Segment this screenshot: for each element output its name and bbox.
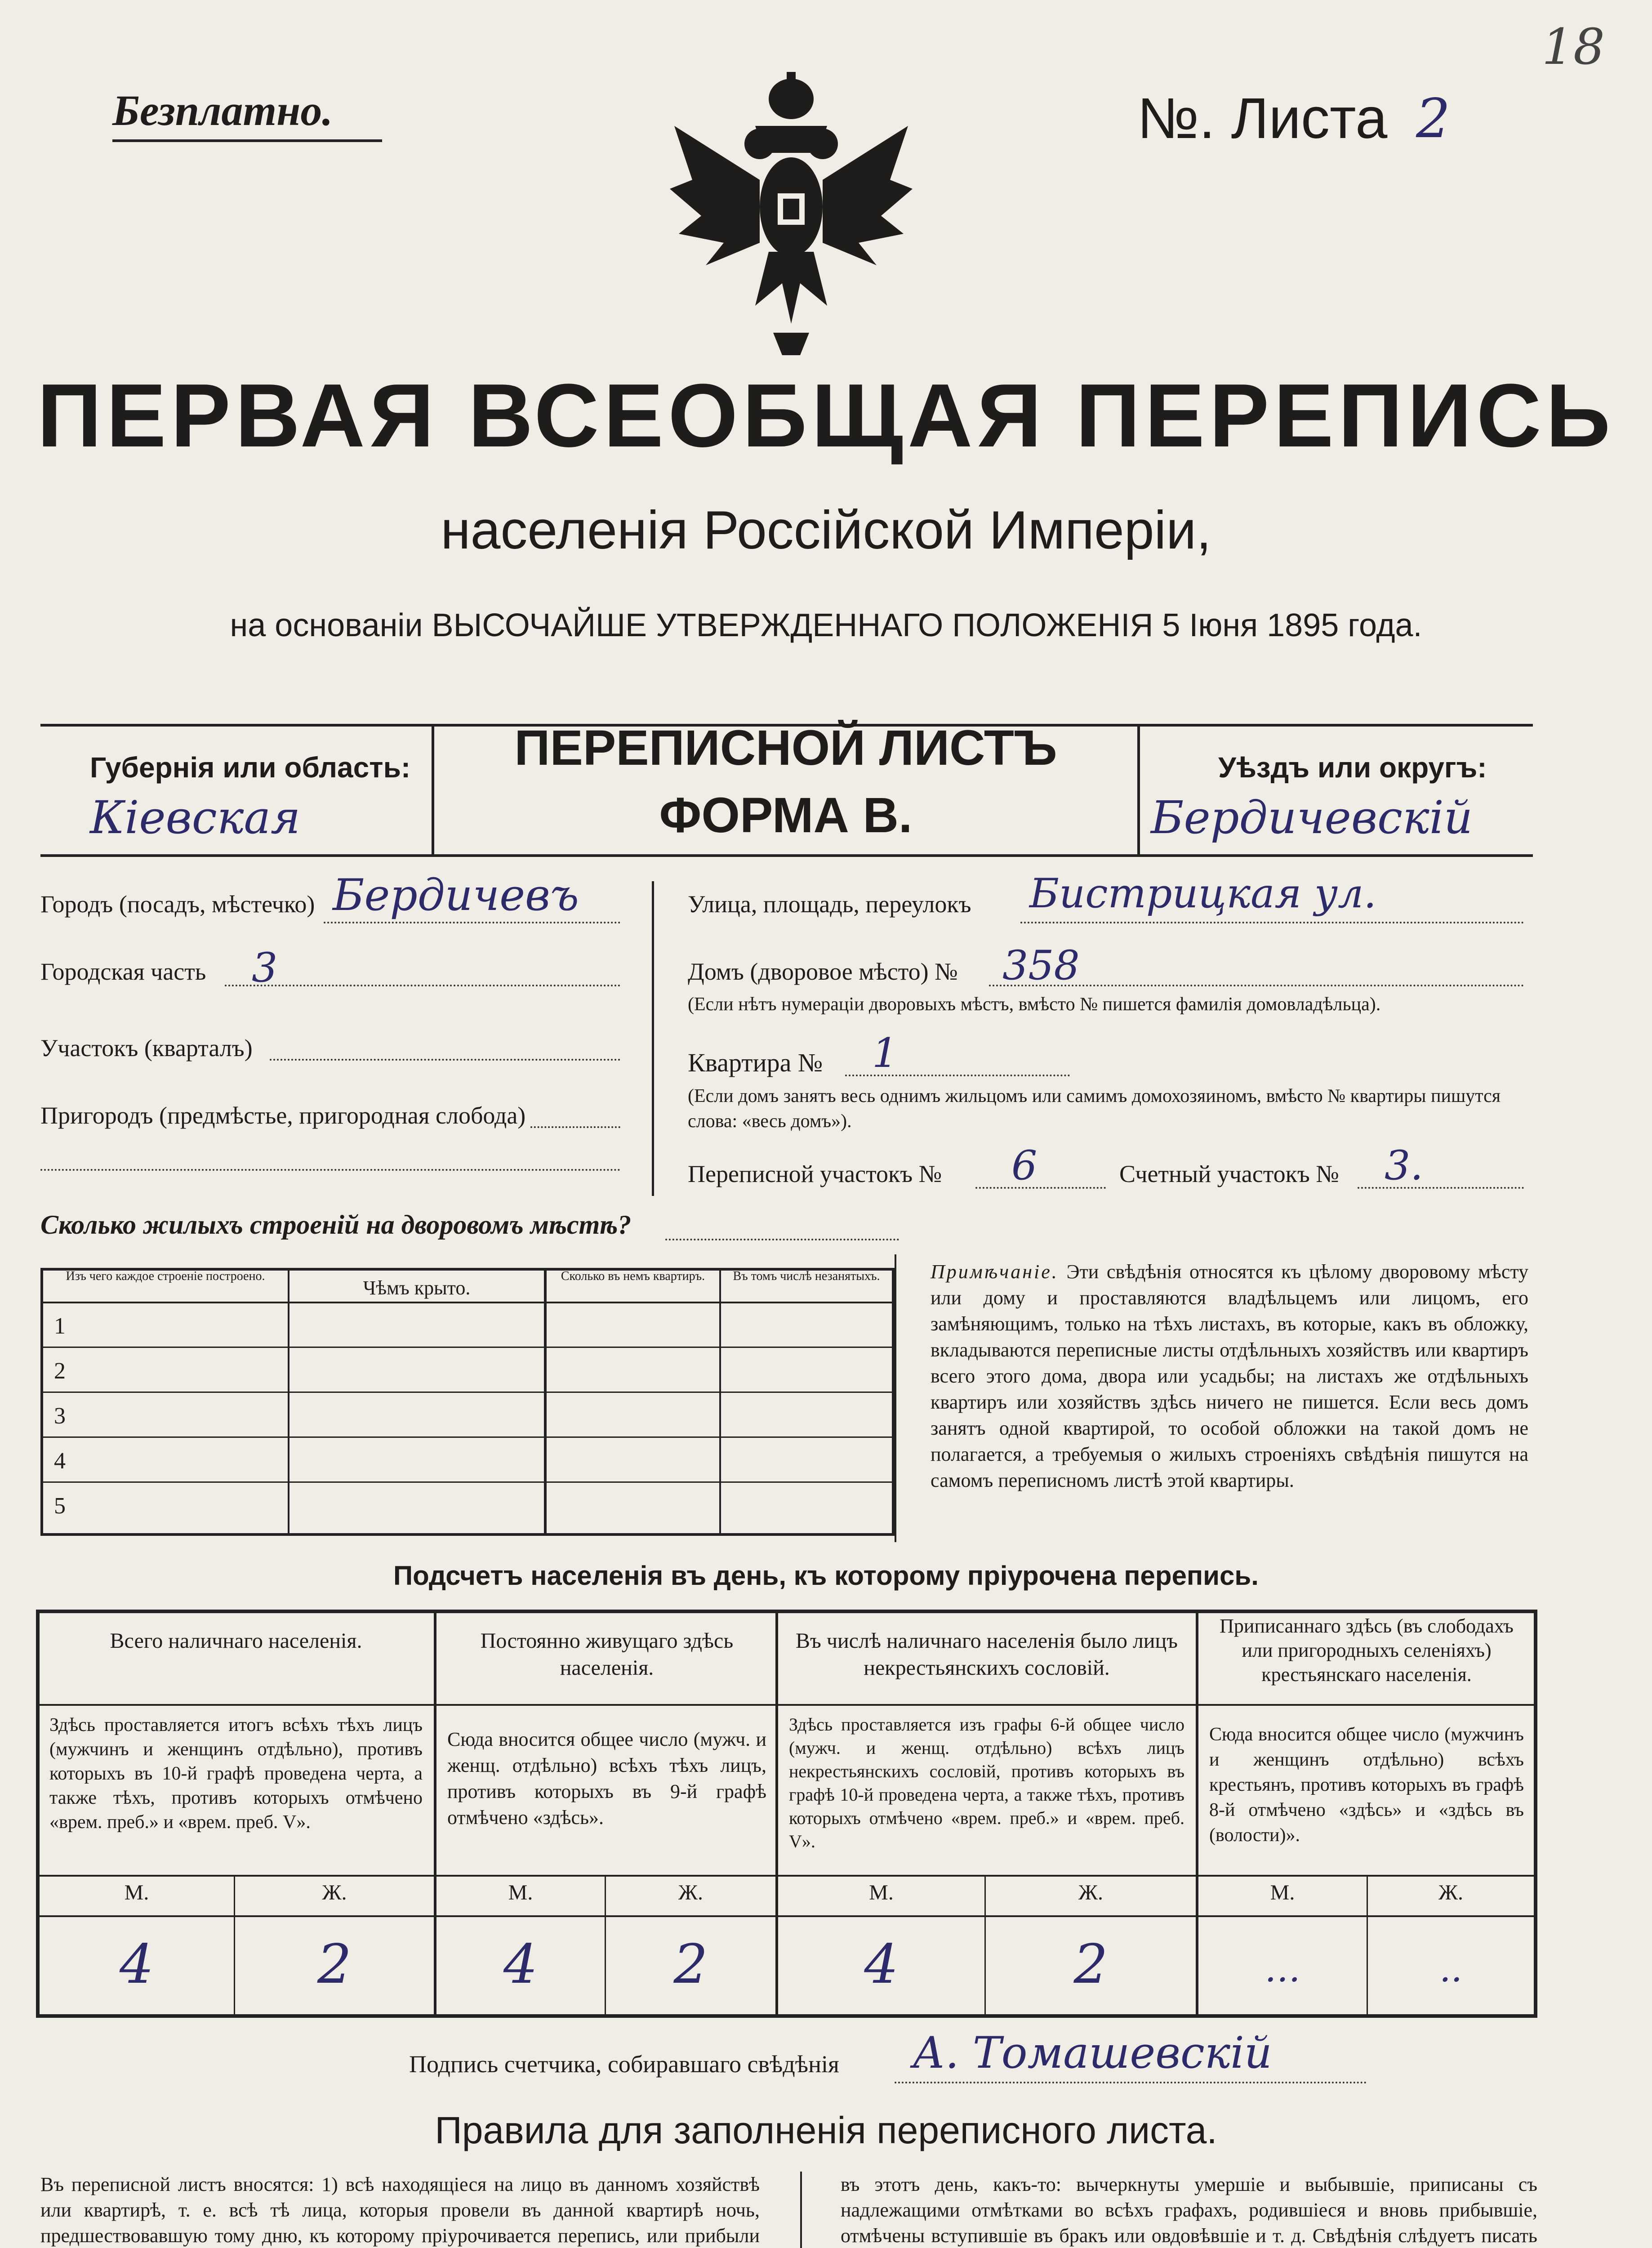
btable-col-3 <box>719 1268 721 1536</box>
house-label: Домъ (дворовое мѣсто) № <box>688 958 958 985</box>
ptable-right <box>1534 1610 1537 2018</box>
rules-title: Правила для заполненія переписного листа. <box>435 2109 1217 2151</box>
btable-left <box>40 1268 43 1536</box>
pcol-4-desc: Сюда вносится общее число (мужчинъ и женщинъ отдѣльно) всѣхъ крестьянъ, противъ которыхъ въ графѣ 8-й отмѣчено «здѣсь» и «здѣсь въ (волости)». <box>1209 1724 1524 1846</box>
count-area-underline <box>1358 1187 1524 1189</box>
signature-value: А. Томашевскій <box>913 2028 1272 2078</box>
uezd-label: Уѣздъ или округъ: <box>1218 751 1487 784</box>
apartment-note: (Если домъ занятъ весь однимъ жильцомъ или самимъ домохозяиномъ, вмѣсто № квартиры пишутся слова: «весь домъ»). <box>688 1086 1501 1132</box>
rules-column-divider <box>800 2172 802 2248</box>
ptable-desc-rule <box>36 1875 1537 1877</box>
suburb-underline-2 <box>40 1169 620 1171</box>
location-divider <box>652 881 654 1196</box>
btable-row-rule-3 <box>40 1436 895 1438</box>
btable-header-apartments: Сколько въ немъ квартиръ. <box>561 1269 705 1283</box>
btable-row-rule-4 <box>40 1481 895 1483</box>
rules-left-column: Въ переписной листъ вносятся: 1) всѣ находящіеся на лицо въ данномъ хозяйствѣ или квартирѣ, т. е. всѣ тѣ лица, которыя провели въ данной квартирѣ ночь, предшествовавшую тому дню, къ которому пріурочивается перепись, или прибыли <box>40 2173 760 2247</box>
btable-header-rule <box>40 1302 895 1303</box>
btable-col-1 <box>288 1268 289 1536</box>
pcol-2-head: Постоянно живущаго здѣсь населенія. <box>480 1629 734 1680</box>
sheet-number-label: №. Листа <box>1137 86 1388 151</box>
btable-header-material: Изъ чего каждое строеніе построено. <box>66 1269 265 1283</box>
census-area-label: Переписной участокъ № <box>688 1160 942 1187</box>
pcol-4-m-value: … <box>1265 1948 1300 1990</box>
pcol-4-m-label: М. <box>1270 1881 1295 1905</box>
page-subtitle: населенія Россійской Имперіи, <box>441 500 1211 560</box>
btable-row-number: 5 <box>54 1493 66 1519</box>
pcol-3-m-value: 4 <box>864 1933 899 1996</box>
street-value: Бистрицкая ул. <box>1029 870 1376 917</box>
buildings-question: Сколько жилыхъ строеній на дворовомъ мѣстѣ? <box>40 1210 632 1240</box>
btable-header-roof: Чѣмъ крыто. <box>363 1277 471 1299</box>
form-title: ФОРМА В. <box>659 788 913 843</box>
signature-label: Подпись счетчика, собиравшаго свѣдѣнія <box>409 2051 839 2078</box>
count-area-label: Счетный участокъ № <box>1119 1160 1339 1187</box>
pcol-1-head: Всего наличнаго населенія. <box>110 1629 362 1653</box>
btable-row-rule-2 <box>40 1392 895 1393</box>
pcol-1-m-value: 4 <box>119 1933 154 1996</box>
house-value: 358 <box>1002 942 1080 989</box>
census-area-value: 6 <box>1011 1142 1038 1189</box>
btable-row-number: 4 <box>54 1448 66 1474</box>
street-label: Улица, площадь, переулокъ <box>688 891 971 918</box>
pcol-1-m-label: М. <box>124 1881 149 1905</box>
suburb-underline <box>530 1126 620 1128</box>
apartment-label: Квартира № <box>688 1048 823 1077</box>
sheet-title: ПЕРЕПИСНОЙ ЛИСТЪ <box>514 720 1057 776</box>
note-body: Эти свѣдѣнія относятся къ цѣлому дворовому мѣсту или дому и проставляются владѣльцемъ или лицомъ, его замѣняющимъ, только на тѣхъ листахъ, въ которые, какъ въ обложку, вкладываются переписные листы отдѣльныхъ хозяйствъ или квартиръ всего этого дома, двора или усадьбы; на листахъ же отдѣльныхъ квартиръ или хозяйствъ здѣсь ничего не пишется. Если весь домъ занятъ одной квартирой, то особой обложки на такой домъ не полагается, а требуемыя о жилыхъ строеніяхъ свѣдѣнія пишутся на самомъ переписномъ листѣ этой квартиры. <box>931 1261 1529 1491</box>
city-value: Бердичевъ <box>333 870 579 920</box>
pcol-1-desc: Здѣсь проставляется итогъ всѣхъ тѣхъ лицъ (мужчинъ и женщинъ отдѣльно), противъ которыхъ въ 10-й графѣ проведена черта, а также тѣхъ, противъ которыхъ отмѣчено «врем. преб.» и «врем. преб. V». <box>49 1715 423 1833</box>
district-value: 3 <box>252 944 278 991</box>
uezd-value: Бердичевскій <box>1151 791 1473 844</box>
ptable-mz-rule <box>36 1915 1537 1917</box>
pcol-2-desc: Сюда вносится общее число (мужч. и женщ. отдѣльно) всѣхъ тѣхъ лицъ, противъ которыхъ въ 9-й графѣ отмѣчено «здѣсь». <box>447 1728 766 1829</box>
district-underline <box>225 985 620 986</box>
box-divider-right <box>1137 724 1140 857</box>
sheet-number-value: 2 <box>1416 88 1451 150</box>
ptable-top <box>36 1610 1537 1613</box>
house-underline <box>989 985 1524 986</box>
buildings-question-underline <box>665 1239 899 1240</box>
apartment-underline <box>845 1075 1070 1076</box>
street-underline <box>1020 922 1524 923</box>
legal-basis: на основаніи ВЫСОЧАЙШЕ УТВЕРЖДЕННАГО ПОЛОЖЕНІЯ 5 Іюня 1895 года. <box>230 607 1422 643</box>
city-label: Городъ (посадъ, мѣстечко) <box>40 891 315 918</box>
pcol-2-m-label: М. <box>508 1881 533 1905</box>
pcol-4-head: Приписаннаго здѣсь (въ слободахъ или пригородныхъ селеніяхъ) крестьянскаго населенія. <box>1220 1615 1514 1686</box>
apartment-value: 1 <box>872 1030 898 1077</box>
btable-row-number: 3 <box>54 1403 66 1429</box>
pcol-3-zh-value: 2 <box>1073 1933 1108 1996</box>
signature-underline <box>895 2082 1367 2083</box>
note <box>931 1259 1528 1494</box>
imperial-eagle-emblem <box>665 72 917 360</box>
pcol-3-head: Въ числѣ наличнаго населенія было лицъ некрестьянскихъ сословій. <box>796 1629 1178 1680</box>
gubernia-label: Губернія или область: <box>90 751 411 784</box>
btable-row-rule-1 <box>40 1347 895 1348</box>
box-bottom-rule <box>40 854 1533 857</box>
btable-header-vacant: Въ томъ числѣ незанятыхъ. <box>733 1269 880 1283</box>
pcol-1-zh-value: 2 <box>317 1933 352 1996</box>
corner-number: 18 <box>1542 18 1605 76</box>
free-underline <box>112 139 382 142</box>
free-label: Безплатно. <box>112 86 333 134</box>
pcol-2-zh-value: 2 <box>673 1933 708 1996</box>
quarter-underline <box>270 1059 620 1061</box>
pcol-3-desc: Здѣсь проставляется изъ графы 6-й общее число (мужч. и женщ. отдѣльно) всѣхъ лицъ некрестьянскихъ сословій, противъ которыхъ въ графѣ 10-й проведена черта, а также тѣхъ, противъ которыхъ отмѣчено «врем. преб.» и «врем. преб. V». <box>789 1714 1184 1851</box>
population-title: Подсчетъ населенія въ день, къ которому пріурочена перепись. <box>393 1561 1259 1591</box>
city-underline <box>324 922 620 923</box>
pcol-4-zh-value: .. <box>1439 1948 1462 1990</box>
ptable-head-rule <box>36 1704 1537 1706</box>
btable-row-number: 2 <box>54 1358 66 1384</box>
pcol-2-zh-label: Ж. <box>678 1881 703 1905</box>
pcol-1-zh-label: Ж. <box>322 1881 347 1905</box>
house-note: (Если нѣтъ нумераціи дворовыхъ мѣстъ, вмѣсто № пишется фамилія домовладѣльца). <box>688 994 1381 1015</box>
census-area-underline <box>975 1187 1106 1189</box>
page-title: ПЕРВАЯ ВСЕОБЩАЯ ПЕРЕПИСЬ <box>37 366 1615 466</box>
ptable-left <box>36 1610 40 2018</box>
ptable-bottom <box>36 2014 1537 2018</box>
pcol-4-zh-label: Ж. <box>1438 1881 1463 1905</box>
btable-col-2 <box>544 1268 547 1536</box>
count-area-value: 3. <box>1385 1142 1423 1189</box>
pcol-3-zh-label: Ж. <box>1078 1881 1103 1905</box>
pcol-3-m-label: М. <box>869 1881 894 1905</box>
btable-bottom <box>40 1533 895 1536</box>
pcol-2-m-value: 4 <box>503 1933 538 1996</box>
btable-row-number: 1 <box>54 1313 66 1339</box>
suburb-label: Пригородъ (предмѣстье, пригородная слобода) <box>40 1102 526 1129</box>
rules-right-column: въ этотъ день, какъ-то: вычеркнуты умершіе и выбывшіе, приписаны съ надлежащими отмѣтками во всѣхъ графахъ, родившіеся и вновь прибывшіе, отмѣчены вступившіе въ бракъ или овдовѣвшіе и т. д. Свѣдѣнія слѣдуетъ писать <box>841 2173 1537 2247</box>
gubernia-value: Кіевская <box>90 791 301 844</box>
note-title: Примѣчаніе. <box>931 1261 1059 1283</box>
note-divider <box>895 1254 896 1542</box>
district-label: Городская часть <box>40 958 206 985</box>
quarter-label: Участокъ (кварталъ) <box>40 1035 253 1062</box>
